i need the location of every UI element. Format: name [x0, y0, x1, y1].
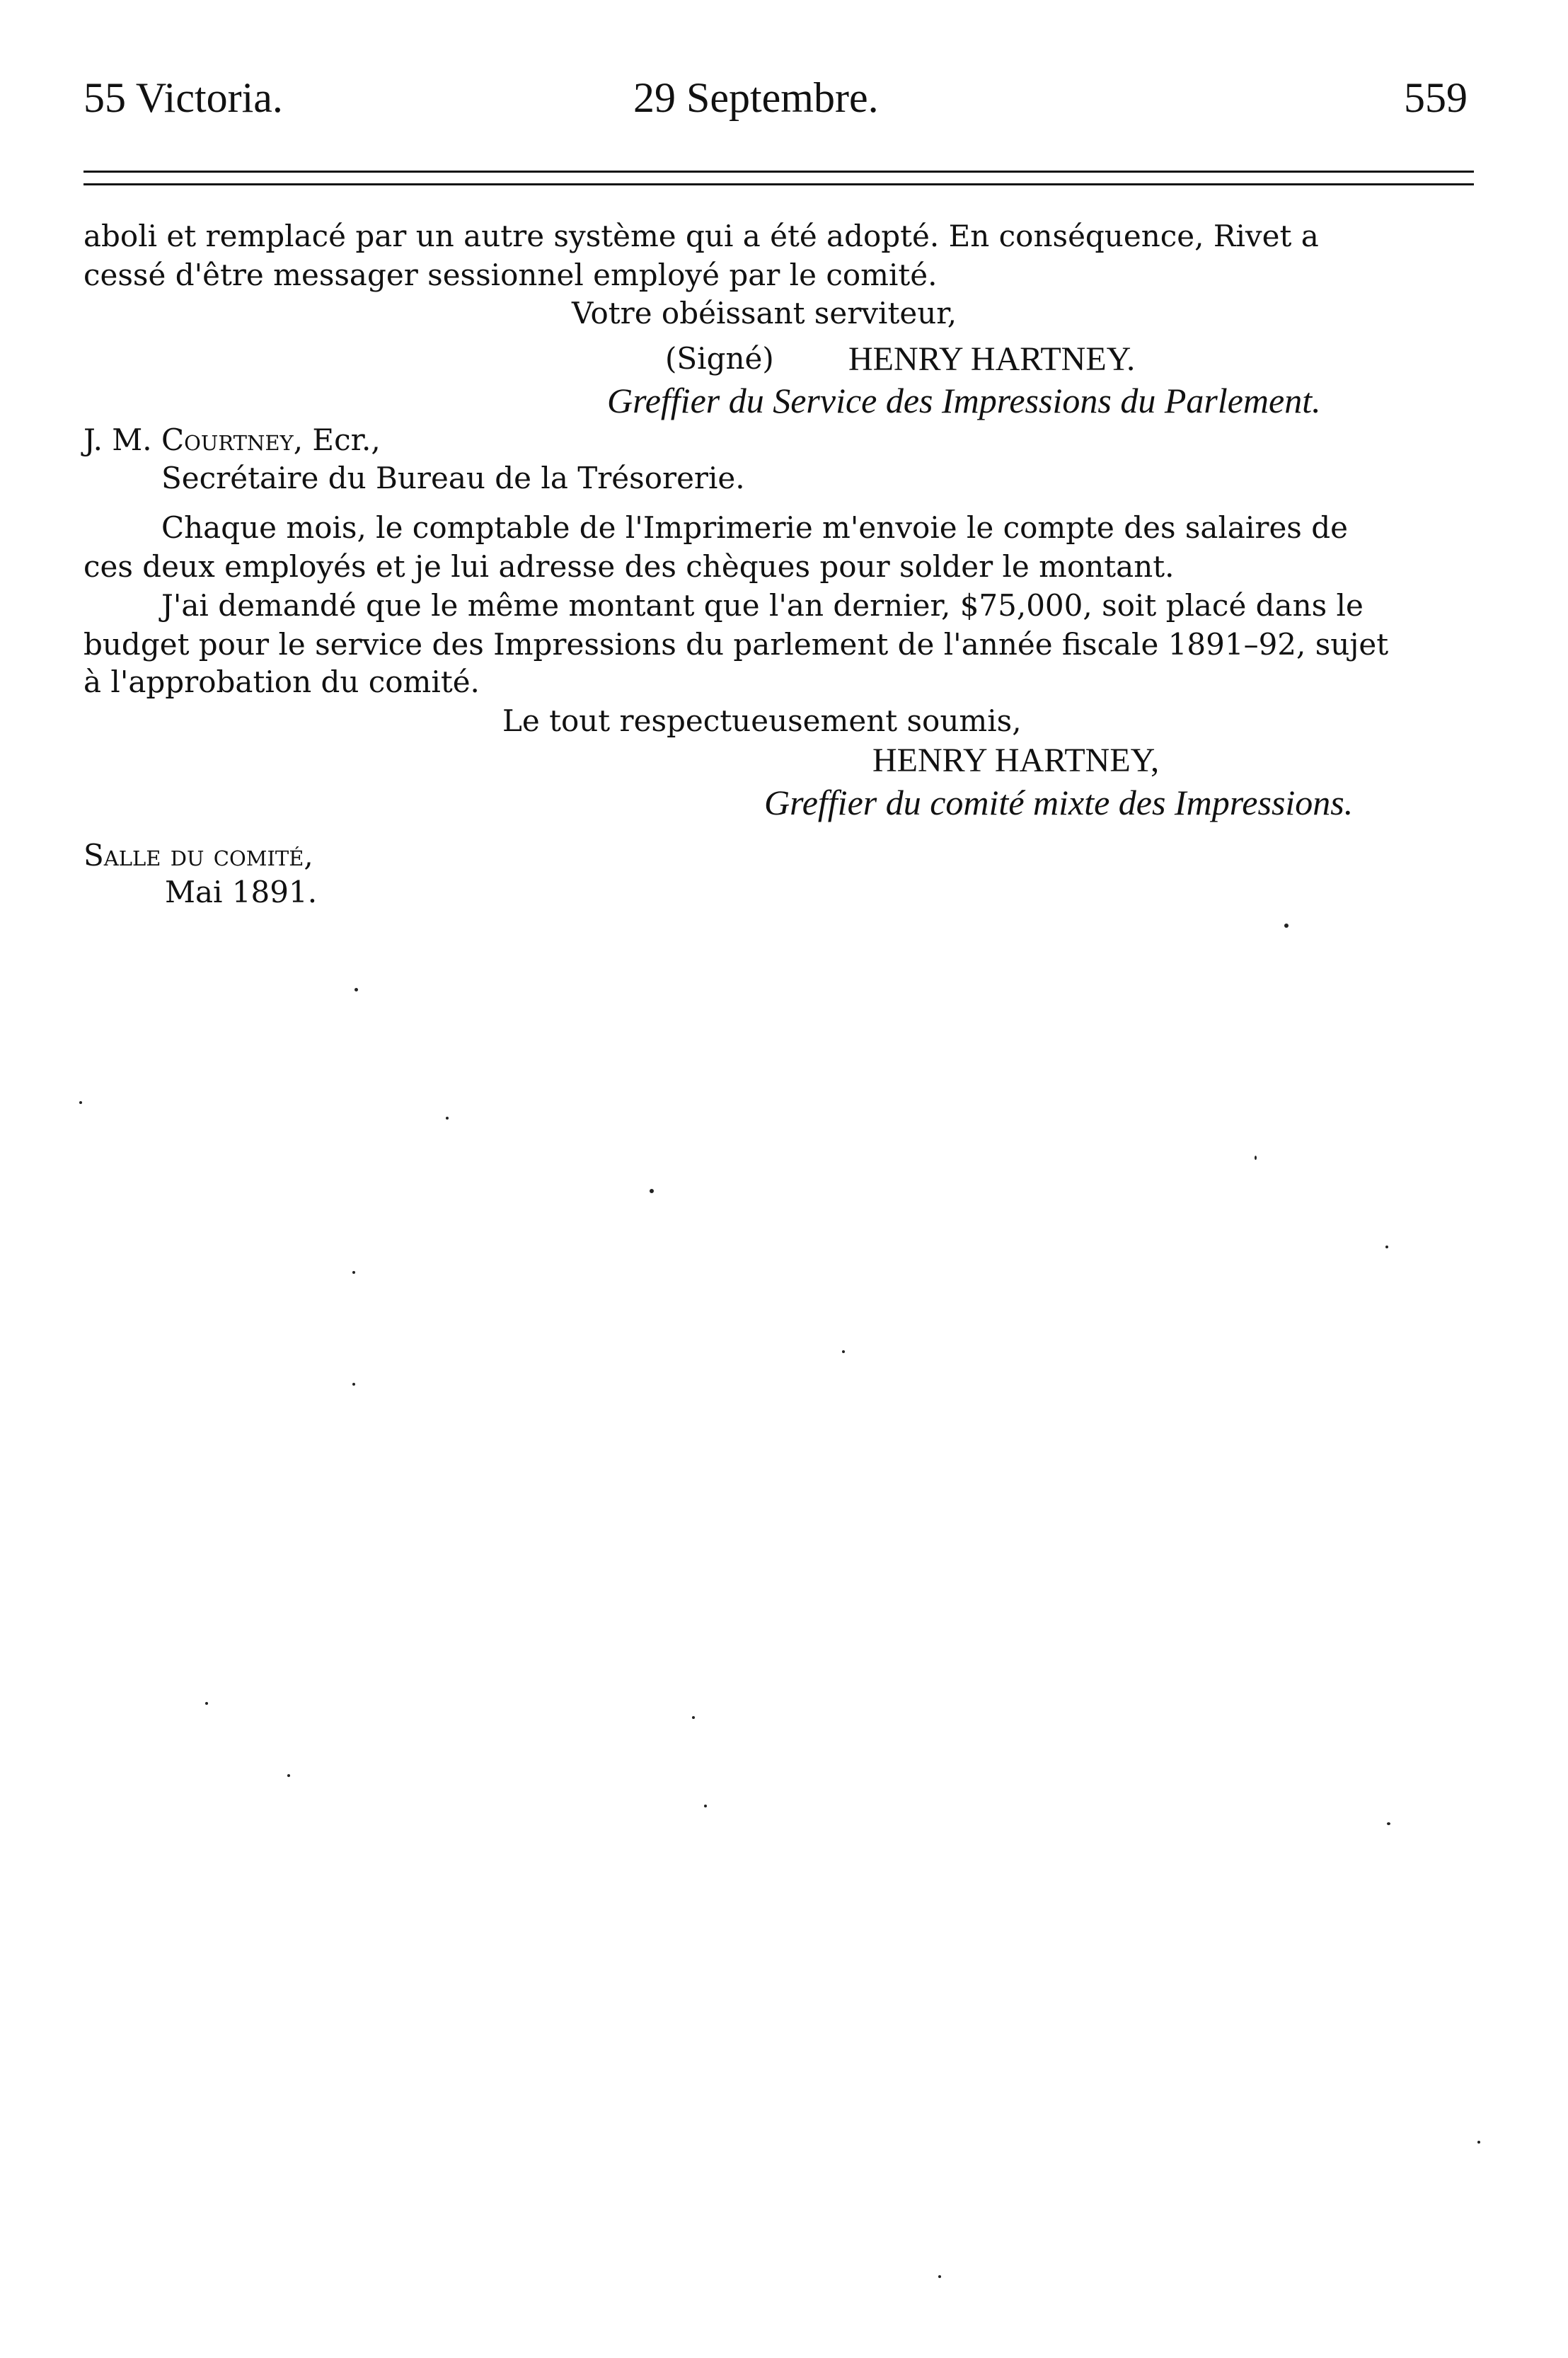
scan-speck	[650, 1189, 654, 1193]
scan-speck	[1387, 1822, 1390, 1825]
scan-speck	[446, 1117, 449, 1120]
scan-speck	[1255, 1156, 1257, 1160]
scan-speck	[1284, 924, 1289, 928]
header-rule-bottom	[83, 183, 1474, 185]
header-session: 55 Victoria.	[83, 74, 283, 121]
scan-speck	[1385, 1246, 1388, 1248]
scan-speck	[842, 1350, 845, 1353]
addressee-title: Secrétaire du Bureau de la Trésorerie.	[161, 461, 745, 495]
scan-speck	[352, 1383, 355, 1386]
signatory-name: HENRY HARTNEY.	[848, 340, 1136, 378]
scan-speck	[79, 1101, 82, 1104]
body-line: aboli et remplacé par un autre système qui a été adopté. En conséquence, Rivet a	[83, 219, 1319, 253]
signatory-title: Greffier du comité mixte des Impressions.	[764, 783, 1354, 822]
date-line: Mai 1891.	[165, 875, 318, 909]
body-line: Chaque mois, le comptable de l'Imprimerie m'envoie le compte des salaires de	[161, 510, 1348, 545]
header-rule-top	[83, 171, 1474, 173]
signed-label: (Signé)	[665, 341, 774, 376]
header-date: 29 Septembre.	[633, 74, 879, 121]
body-line: cessé d'être messager sessionnel employé par le comité.	[83, 258, 938, 292]
scan-speck	[287, 1774, 290, 1777]
signatory-name: HENRY HARTNEY,	[872, 742, 1160, 779]
signatory-title: Greffier du Service des Impressions du Parlement.	[607, 381, 1321, 420]
scan-speck	[938, 2275, 941, 2278]
scan-speck	[1477, 2141, 1480, 2144]
addressee-name: J. M. Courtney	[83, 422, 294, 457]
scan-speck	[352, 1271, 355, 1274]
addressee-line	[83, 422, 381, 457]
addressee-suffix: , Ecr.,	[293, 422, 381, 457]
body-line: J'ai demandé que le même montant que l'an dernier, $75,000, soit placé dans le	[161, 588, 1364, 623]
scan-speck	[704, 1805, 707, 1807]
closing-salutation: Votre obéissant serviteur,	[572, 296, 957, 330]
scan-speck	[692, 1716, 695, 1719]
place-line: Salle du comité,	[83, 838, 313, 873]
body-line: ces deux employés et je lui adresse des chèques pour solder le montant.	[83, 549, 1175, 584]
header-page-number: 559	[1404, 74, 1468, 121]
scan-speck	[354, 988, 358, 991]
closing-salutation: Le tout respectueusement soumis,	[502, 703, 1022, 738]
body-line: à l'approbation du comité.	[83, 665, 480, 699]
body-line: budget pour le service des Impressions du parlement de l'année fiscale 1891–92, sujet	[83, 627, 1389, 662]
scan-speck	[205, 1702, 208, 1705]
